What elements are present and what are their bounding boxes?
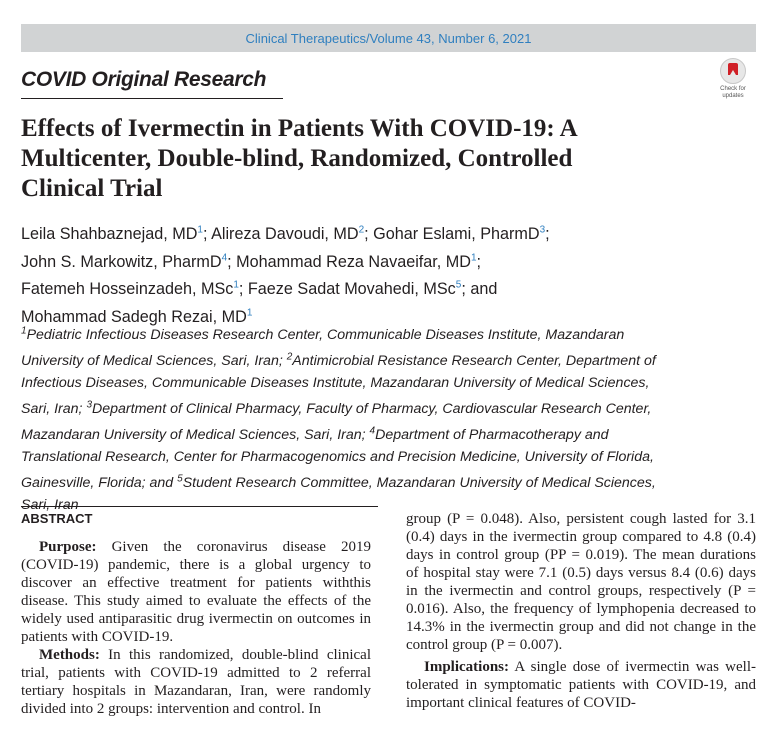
bookmark-icon — [720, 58, 746, 84]
affiliation: $^2$Antimicrobial Resistance Research Center, Department of Infectious Diseases, Communicable Diseases Institute, Mazandaran University of Medical Sciences, Sari, Iran; — [21, 350, 656, 417]
affiliation: $^4$Department of Pharmacotherapy and Translational Research, Center for Pharmacogenomics and Precision Medicine, University of Florida, Gainesville, Florida; and — [21, 425, 654, 491]
badge-line-1: Check for — [720, 86, 746, 92]
affiliation: $^5$Student Research Committee, Mazandaran University of Medical Sciences, Sari, Iran — [21, 473, 656, 514]
author: Alireza Davoudi, $MD^2$; — [211, 225, 374, 244]
abstract-purpose — [21, 538, 371, 646]
purpose-text: Given the coronavirus disease 2019 (COVID-19) pandemic, there is a global urgency to discover an effective treatment for patients withthis disease. This study aimed to evaluate the effects of the widely used antiparasitic drug ivermectin on outcomes in patients with COVID-19. — [21, 539, 371, 645]
author: John S. Markowitz, PharmD$^4$; — [21, 252, 237, 271]
abstract-results-continued: group (P = 0.048). Also, persistent cough lasted for 3.1 (0.4) days in the ivermectin group compared to 4.8 (0.4) days in control group (PP = 0.019). The mean durations of hospital stay were 7.1 (0.5) days versus 8.4 (0.6) days in the ivermectin and control groups, respectively (P = 0.016). Also, the frequency of lymphopenia decreased to 14.3% in the ivermectin group and did not change in the control group (P = 0.007). — [406, 511, 756, 653]
author: Gohar Eslami, PharmD$^3$; — [373, 225, 550, 244]
badge-text — [720, 86, 746, 100]
abstract-methods — [21, 646, 371, 718]
methods-label: Methods: — [39, 647, 100, 663]
section-label: COVID Original Research — [21, 68, 283, 99]
affiliation: $^3$Department of Clinical Pharmacy, Faculty of Pharmacy, Cardiovascular Research Center, Mazandaran University of Medical Sciences, Sari, Iran; — [21, 399, 652, 443]
purpose-label: Purpose: — [39, 539, 97, 555]
abstract-implications — [406, 658, 756, 712]
implications-label: Implications: — [424, 659, 510, 675]
methods-text: In this randomized, double-blind clinical trial, patients with COVID-19 admitted to 2 referral tertiary hospitals in Mazandaran, Iran, were randomly divided into 2 groups: intervention and control. In — [21, 647, 371, 717]
journal-header: Clinical Therapeutics/Volume 43, Number 6, 2021 — [245, 30, 532, 46]
affiliation: $^1$Pediatric Infectious Diseases Research Center, Communicable Diseases Institute, Mazandaran University of Medical Sciences, Sari, Iran; — [21, 325, 625, 369]
author: Fatemeh Hosseinzadeh, MSc$^1$; — [21, 279, 248, 299]
author: Leila Shahbaznejad, $MD^1$; — [21, 225, 212, 244]
author: Mohammad Reza Navaeifar, $MD^1$; — [236, 252, 482, 271]
abstract-right-column — [406, 510, 756, 712]
affiliations — [21, 320, 661, 516]
badge-line-2: updates — [722, 93, 744, 99]
implications-text: A single dose of ivermectin was well-tolerated in symptomatic patients with COVID-19, and important clinical features of COVID- — [406, 659, 756, 711]
abstract-heading: ABSTRACT — [21, 506, 378, 526]
author-list — [21, 219, 761, 329]
article-title: Effects of Ivermectin in Patients With COVID-19: A Multicenter, Double-blind, Randomized, Controlled Clinical Trial — [21, 115, 577, 202]
author: Mohammad Sadegh Rezai, $MD^1$ — [21, 307, 253, 326]
abstract-left-column — [21, 538, 371, 718]
author: Faeze Sadat Movahedi, MSc$^5$; and — [247, 279, 498, 299]
check-for-updates-badge[interactable] — [712, 58, 754, 100]
journal-header-bar — [21, 24, 756, 52]
